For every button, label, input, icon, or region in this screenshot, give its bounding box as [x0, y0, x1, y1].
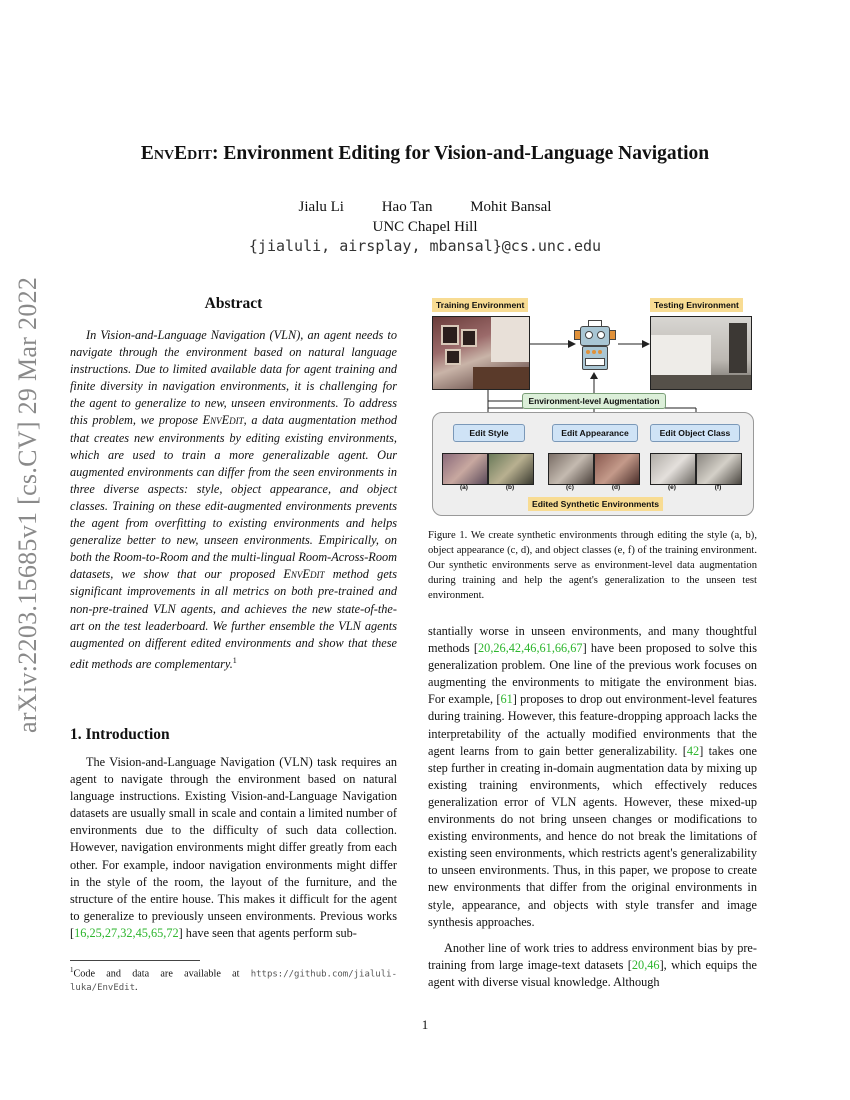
body-text: ] takes one step further in creating in-domain augmentation data by mixing up existing training environments, which effectively reduces generalization error of VLN agents. However, these mixed-up environments do not bring unseen changes or modifications to existing environments, and hence do not break the limitations of existing seen environments, which restricts agent's generalizability to unseen environments. Thus, in this paper, we propose to create new environments that differ from the original environments in style, appearance, and objects with style transfer and image synthesis approaches.	[428, 743, 757, 929]
abstract-text: In Vision-and-Language Navigation (VLN), an agent needs to navigate through the environment based on natural language instructions. Due to limited available data for agent training and finite diversity in navigation environments, it is challenging for the agent to generalize to new, unseen environments. To address this problem, we propose	[70, 328, 397, 428]
body-text: Another line of work tries to address environment bias by pre-training from large image-text datasets [	[428, 941, 757, 973]
footnote-text: .	[135, 982, 138, 994]
edit-style-box: Edit Style	[453, 424, 525, 442]
author: Mohit Bansal	[470, 199, 552, 215]
paper-title	[0, 143, 850, 165]
sub-label-f: (f)	[714, 484, 722, 491]
intro-text: ] have seen that agents perform sub-	[178, 925, 357, 940]
abstract-text: method gets significant improvements in all metrics on both pre-trained and non-pre-trained VLN agents, and achieves the new state-of-the-art on the test leaderboard. We further ensemble the VLN agents augmented on different edited environments and show that these edit methods are complementary.	[70, 567, 397, 671]
training-env-image	[432, 316, 530, 390]
code-url-link[interactable]: https://github.com/jialuli-luka/EnvEdit	[70, 969, 397, 994]
sub-label-d: (d)	[611, 484, 621, 491]
intro-text: The Vision-and-Language Navigation (VLN) task requires an agent to navigate through the environment based on natural language instructions. Existing Vision-and-Language Navigation datasets are usually small in scale and contain a limited number of environments due to the difficulty of such data collection. However, navigation environments might differ greatly from each other. For example, indoor navigation environments might differ in the style of the room, the layout of the furniture, and the structure of the entire house. This makes it difficult for the agent to generalize to previously unseen environments. Previous works [	[70, 755, 397, 940]
author-list	[0, 199, 850, 216]
figure-1	[428, 296, 756, 518]
abstract-heading: Abstract	[204, 295, 263, 312]
affiliation: UNC Chapel Hill	[372, 219, 478, 235]
right-paragraph-1	[428, 623, 757, 931]
edit-appearance-box: Edit Appearance	[552, 424, 638, 442]
citation-links[interactable]: 16,25,27,32,45,65,72	[74, 925, 179, 940]
body-text: ], which equips the agent with diverse visual knowledge. Although	[428, 958, 757, 990]
environment-augmentation-box: Environment-level Augmentation	[522, 393, 666, 409]
edit-object-class-box: Edit Object Class	[650, 424, 740, 442]
edited-image-b	[488, 453, 534, 485]
citation-links[interactable]: 20,26,42,46,61,66,67	[478, 641, 583, 656]
robot-agent-icon	[574, 320, 614, 372]
citation-link[interactable]: 61	[500, 692, 513, 707]
right-paragraph-2	[428, 940, 757, 991]
edited-envs-label: Edited Synthetic Environments	[528, 497, 663, 511]
testing-env-image	[650, 316, 752, 390]
edited-image-f	[696, 453, 742, 485]
title-rest: : Environment Editing for Vision-and-Language Navigation	[211, 143, 710, 164]
footnote-mark[interactable]: 1	[232, 655, 237, 665]
footnote	[70, 963, 397, 995]
abstract-body	[70, 327, 397, 673]
footnote-divider	[70, 960, 200, 961]
footnote-number: 1	[70, 966, 74, 974]
testing-env-label: Testing Environment	[650, 298, 743, 312]
body-text: ] proposes to drop out environment-level features during training. However, this feature-dropping approach lacks the interpretability of the actually modified environments that the agent learns from to gain better generalizability. [	[428, 692, 757, 758]
training-env-label: Training Environment	[432, 298, 528, 312]
edited-image-c	[548, 453, 594, 485]
email: {jialuli, airsplay, mbansal}@cs.unc.edu	[248, 237, 602, 255]
citation-links[interactable]: 20,46	[631, 958, 660, 973]
sub-label-e: (e)	[668, 484, 676, 491]
edited-image-a	[442, 453, 488, 485]
section-heading-introduction: 1. Introduction	[70, 726, 170, 743]
author: Jialu Li	[298, 199, 344, 215]
footnote-text: Code and data are available at	[73, 968, 251, 980]
sub-label-c: (c)	[566, 484, 574, 491]
abstract-method-name: EnvEdit	[283, 567, 325, 582]
citation-link[interactable]: 42	[686, 743, 700, 758]
body-text: stantially worse in unseen environments, and many thoughtful methods [	[428, 624, 757, 656]
sub-label-b: (b)	[505, 484, 515, 491]
abstract-text: , a data augmentation method that creates new environments by editing existing environments, which are used to train a more generalizable agent. Our augmented environments can differ from the seen environments in three diverse aspects: style, object appearance, and object classes. Training on these edit-augmented environments prevents the agent from overfitting to existing environments and helps generalize better to new, unseen environments. Empirically, on both the Room-to-Room and the multi-lingual Room-Across-Room datasets, we show that our proposed	[70, 413, 397, 582]
author: Hao Tan	[381, 199, 433, 215]
title-method-name: EnvEdit	[140, 143, 212, 164]
intro-paragraph	[70, 754, 397, 942]
body-text: ] have been proposed to solve this generalization problem. One line of the previous work focuses on augmenting the environments to mitigate the environment bias. For example, [	[428, 641, 757, 707]
figure-caption: Figure 1. We create synthetic environments through editing the style (a, b), object appearance (c, d), and object classes (e, f) of the training environment. Our synthetic environments serve as environment-level data augmentation during training and help the agent's generalization to the unseen test environment.	[428, 530, 757, 601]
sub-label-a: (a)	[460, 484, 468, 491]
arxiv-stamp: arXiv:2203.15685v1 [cs.CV] 29 Mar 2022	[13, 276, 42, 734]
abstract-method-name: EnvEdit	[202, 413, 244, 428]
edited-image-e	[650, 453, 696, 485]
edited-image-d	[594, 453, 640, 485]
page-number: 1	[421, 1017, 429, 1032]
